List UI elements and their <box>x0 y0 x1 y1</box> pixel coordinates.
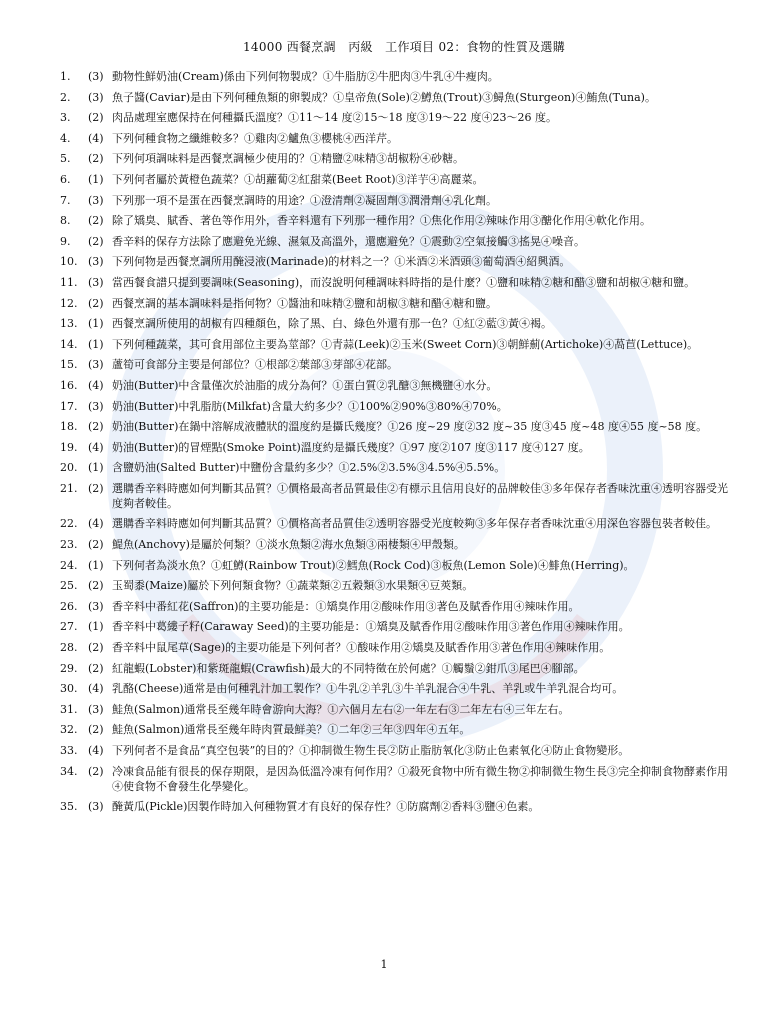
question-answer: (4) <box>88 440 104 454</box>
question-number: 24. <box>60 558 78 572</box>
question-text: 香辛料中鼠尾草(Sage)的主要功能是下列何者？①酸味作用②矯臭及賦香作用③著色作用④辣味作用。 <box>112 641 611 655</box>
question-item <box>60 799 728 814</box>
question-item <box>60 69 728 84</box>
question-number: 28. <box>60 641 78 655</box>
question-text: 奶油(Butter)中含量僅次於油脂的成分為何？①蛋白質②乳醣③無機鹽④水分。 <box>112 378 498 392</box>
question-answer: (3) <box>88 90 104 104</box>
question-number: 25. <box>60 579 78 593</box>
question-item <box>60 90 728 105</box>
question-text: 香辛料中葛縷子籽(Caraway Seed)的主要功能是：①矯臭及賦香作用②酸味作用③著色作用④辣味作用。 <box>112 620 630 634</box>
question-answer: (1) <box>88 558 104 572</box>
question-text: 下列何者屬於黃橙色蔬菜？①胡蘿蔔②紅甜菜(Beet Root)③洋芋④高麗菜。 <box>112 172 484 186</box>
question-text: 奶油(Butter)的冒煙點(Smoke Point)溫度約是攝氏幾度？①97 度②107 度③117 度④127 度。 <box>112 440 590 454</box>
question-number: 23. <box>60 538 78 552</box>
question-item <box>60 440 728 455</box>
question-item <box>60 619 728 634</box>
question-number: 27. <box>60 620 78 634</box>
question-text: 蘆筍可食部分主要是何部位？①根部②葉部③芽部④花部。 <box>112 358 398 372</box>
question-text: 西餐烹調的基本調味料是指何物？①醬油和味精②鹽和胡椒③糖和醋④糖和鹽。 <box>112 296 497 310</box>
question-answer: (4) <box>88 517 104 531</box>
question-number: 19. <box>60 440 78 454</box>
question-item <box>60 702 728 717</box>
question-answer: (3) <box>88 70 104 83</box>
question-answer: (2) <box>88 661 104 675</box>
question-item <box>60 234 728 249</box>
question-answer: (4) <box>88 682 104 696</box>
question-text: 動物性鮮奶油(Cream)係由下列何物製成？①牛脂肪②牛肥肉③牛乳④牛瘦肉。 <box>112 70 499 83</box>
question-number: 21. <box>60 481 78 495</box>
question-answer: (1) <box>88 172 104 186</box>
question-text: 選購香辛料時應如何判斷其品質？①價格高者品質佳②透明容器受光度較夠③多年保存者香味沈重④用深色容器包裝者較佳。 <box>112 517 717 531</box>
question-item <box>60 110 728 125</box>
page-number: 1 <box>380 958 388 971</box>
question-answer: (3) <box>88 358 104 372</box>
question-number: 34. <box>60 764 78 778</box>
question-answer: (2) <box>88 723 104 737</box>
question-text: 魚子醬(Caviar)是由下列何種魚類的卵製成？①皇帝魚(Sole)②鱒魚(Trout)③鱘魚(Sturgeon)④鮪魚(Tuna)。 <box>112 90 656 104</box>
question-item <box>60 399 728 414</box>
question-text: 除了矯臭、賦香、著色等作用外，香辛料還有下列那一種作用？①焦化作用②辣味作用③醣化作用④軟化作用。 <box>112 214 651 228</box>
question-item <box>60 681 728 696</box>
question-answer: (3) <box>88 702 104 716</box>
question-text: 下列何者為淡水魚？①虹鱒(Rainbow Trout)②鱈魚(Rock Cod)③板魚(Lemon Sole)④鯡魚(Herring)。 <box>112 558 635 572</box>
question-answer: (4) <box>88 378 104 392</box>
question-answer: (2) <box>88 214 104 228</box>
question-item <box>60 275 728 290</box>
question-item <box>60 481 728 511</box>
question-number: 30. <box>60 682 78 696</box>
question-number: 8. <box>60 214 71 228</box>
question-number: 3. <box>60 111 71 125</box>
question-answer: (3) <box>88 255 104 269</box>
question-number: 2. <box>60 90 71 104</box>
question-text: 西餐烹調所使用的胡椒有四種顏色，除了黑、白、綠色外還有那一色？①紅②藍③黃④褐。 <box>112 317 552 331</box>
question-item <box>60 316 728 331</box>
question-answer: (2) <box>88 234 104 248</box>
question-number: 29. <box>60 661 78 675</box>
question-answer: (2) <box>88 538 104 552</box>
question-text: 香辛料中番紅花(Saffron)的主要功能是：①矯臭作用②酸味作用③著色及賦香作用④辣味作用。 <box>112 599 580 613</box>
question-item <box>60 722 728 737</box>
question-answer: (2) <box>88 764 104 778</box>
question-number: 18. <box>60 420 78 434</box>
question-item <box>60 172 728 187</box>
question-number: 9. <box>60 234 71 248</box>
question-text: 玉蜀黍(Maize)屬於下列何類食物？①蔬菜類②五穀類③水果類④豆莢類。 <box>112 579 474 593</box>
question-item <box>60 378 728 393</box>
question-answer: (2) <box>88 641 104 655</box>
question-answer: (4) <box>88 744 104 757</box>
question-number: 5. <box>60 152 71 166</box>
question-item <box>60 460 728 475</box>
question-text: 下列何種蔬菜，其可食用部位主要為莖部？①青蒜(Leek)②玉米(Sweet Corn)③朝鮮薊(Artichoke)④萵苣(Lettuce)。 <box>112 337 699 351</box>
question-text: 乳酪(Cheese)通常是由何種乳汁加工製作？①牛乳②羊乳③牛羊乳混合④牛乳、羊乳或牛羊乳混合均可。 <box>112 682 624 696</box>
question-number: 15. <box>60 358 78 372</box>
question-item <box>60 537 728 552</box>
question-text: 奶油(Butter)中乳脂肪(Milkfat)含量大約多少？①100%②90%③80%④70%。 <box>112 399 508 413</box>
question-item <box>60 558 728 573</box>
question-text: 奶油(Butter)在鍋中溶解成液體狀的溫度約是攝氏幾度？①26 度~29 度②32 度~35 度③45 度~48 度④55 度~58 度。 <box>112 420 708 434</box>
question-item <box>60 254 728 269</box>
question-item <box>60 516 728 531</box>
question-answer: (2) <box>88 152 104 166</box>
question-number: 17. <box>60 399 78 413</box>
question-number: 7. <box>60 193 71 207</box>
question-text: 下列何項調味料是西餐烹調極少使用的？①精鹽②味精③胡椒粉④砂糖。 <box>112 152 464 166</box>
question-text: 下列何者不是食品“真空包裝”的目的？①抑制微生物生長②防止脂肪氧化③防止色素氧化④防止食物變形。 <box>112 744 630 757</box>
question-text: 醃黃瓜(Pickle)因製作時加入何種物質才有良好的保存性？①防腐劑②香料③鹽④色素。 <box>112 800 540 814</box>
question-answer: (1) <box>88 337 104 351</box>
question-text: 鮭魚(Salmon)通常長至幾年時肉質最鮮美？①二年②三年③四年④五年。 <box>112 723 471 737</box>
question-answer: (3) <box>88 800 104 814</box>
question-answer: (2) <box>88 420 104 434</box>
question-text: 鯷魚(Anchovy)是屬於何類？①淡水魚類②海水魚類③兩棲類④甲殼類。 <box>112 538 465 552</box>
question-answer: (2) <box>88 296 104 310</box>
question-number: 31. <box>60 702 78 716</box>
question-item <box>60 661 728 676</box>
question-number: 35. <box>60 800 78 814</box>
question-item <box>60 357 728 372</box>
question-number: 33. <box>60 744 78 757</box>
question-text: 香辛料的保存方法除了應避免光線、濕氣及高溫外，還應避免？①震動②空氣接觸③搖晃④噪音。 <box>112 234 585 248</box>
question-answer: (3) <box>88 193 104 207</box>
question-item <box>60 743 728 758</box>
question-answer: (3) <box>88 399 104 413</box>
question-text: 含鹽奶油(Salted Butter)中鹽份含量約多少？①2.5%②3.5%③4.5%④5.5%。 <box>112 461 506 475</box>
question-item <box>60 296 728 311</box>
question-answer: (3) <box>88 275 104 289</box>
question-answer: (2) <box>88 481 104 495</box>
question-number: 10. <box>60 255 78 269</box>
question-answer: (3) <box>88 599 104 613</box>
question-item <box>60 213 728 228</box>
question-list <box>60 69 728 814</box>
question-number: 12. <box>60 296 78 310</box>
question-answer: (1) <box>88 317 104 331</box>
question-item <box>60 337 728 352</box>
question-item <box>60 151 728 166</box>
question-answer: (4) <box>88 131 104 145</box>
question-number: 13. <box>60 317 78 331</box>
question-number: 11. <box>60 275 78 289</box>
question-item <box>60 764 728 794</box>
question-item <box>60 640 728 655</box>
question-item <box>60 578 728 593</box>
question-text: 紅龍蝦(Lobster)和紫斑龍蝦(Crawfish)最大的不同特徵在於何處？①觸鬚②鉗爪③尾巴④腳部。 <box>112 661 585 675</box>
question-text: 當西餐食譜只提到要調味(Seasoning)，而沒說明何種調味料時指的是什麼？①鹽和味精②糖和醋③鹽和胡椒④糖和鹽。 <box>112 275 696 289</box>
question-text: 選購香辛料時應如何判斷其品質？①價格最高者品質最佳②有標示且信用良好的品牌較佳③多年保存者香味沈重④透明容器受光度夠者較佳。 <box>112 481 728 510</box>
question-answer: (2) <box>88 579 104 593</box>
question-number: 6. <box>60 172 71 186</box>
question-number: 22. <box>60 517 78 531</box>
question-text: 下列何種食物之纖維較多？①雞肉②鱸魚③櫻桃④西洋芹。 <box>112 131 398 145</box>
page-title: 14000 西餐烹調 丙級 工作項目 02：食物的性質及選購 <box>242 40 566 54</box>
question-item <box>60 193 728 208</box>
question-answer: (1) <box>88 461 104 475</box>
question-item <box>60 419 728 434</box>
question-number: 16. <box>60 378 78 392</box>
question-text: 下列何物是西餐烹調所用醃浸液(Marinade)的材料之一？①米酒②米酒頭③葡萄酒④紹興酒。 <box>112 255 571 269</box>
question-number: 32. <box>60 723 78 737</box>
question-item <box>60 599 728 614</box>
question-answer: (2) <box>88 111 104 125</box>
question-answer: (1) <box>88 620 104 634</box>
question-text: 冷凍食品能有很長的保存期限，是因為低溫冷凍有何作用？①殺死食物中所有微生物②抑制微生物生長③完全抑制食物酵素作用④使食物不會發生化學變化。 <box>112 764 728 793</box>
question-text: 鮭魚(Salmon)通常長至幾年時會游向大海？①六個月左右②一年左右③二年左右④三年左右。 <box>112 702 570 716</box>
question-number: 4. <box>60 131 71 145</box>
question-item <box>60 131 728 146</box>
question-text: 肉品處理室應保持在何種攝氏溫度？①11～14 度②15～18 度③19～22 度④23～26 度。 <box>112 111 557 125</box>
question-number: 1. <box>60 70 71 83</box>
question-text: 下列那一項不是蛋在西餐烹調時的用途？①澄清劑②凝固劑③潤滑劑④乳化劑。 <box>112 193 497 207</box>
question-number: 14. <box>60 337 78 351</box>
question-number: 20. <box>60 461 78 475</box>
question-number: 26. <box>60 599 78 613</box>
